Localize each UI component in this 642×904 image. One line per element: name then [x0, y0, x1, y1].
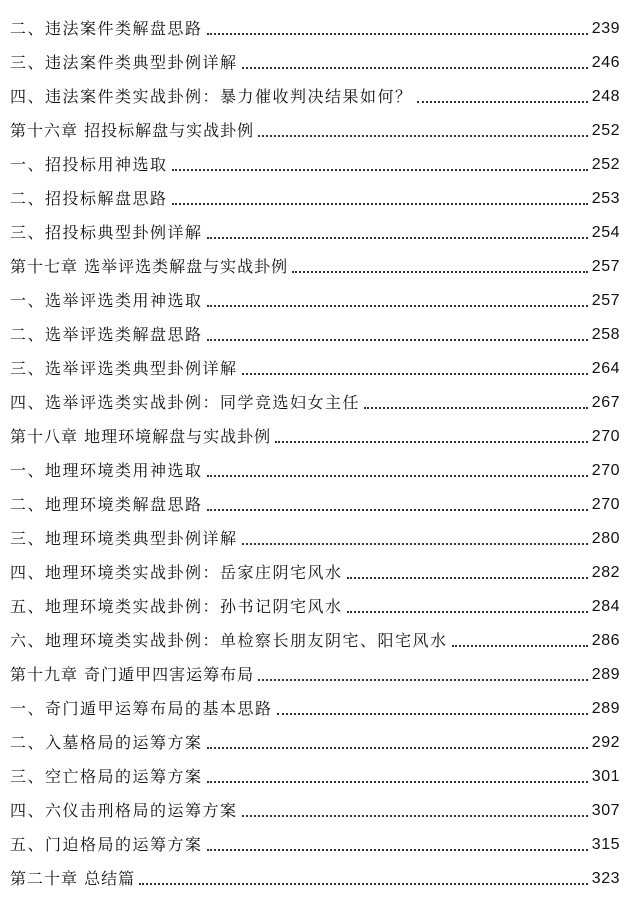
- toc-entry-page: 270: [591, 462, 620, 479]
- toc-entry: [0, 760, 642, 794]
- dot-leader: [139, 883, 588, 885]
- toc-entry-page: 257: [591, 258, 620, 275]
- toc-entry: [0, 692, 642, 726]
- toc-chapter-title: 第二十章 总结篇: [10, 869, 136, 888]
- dot-leader: [207, 509, 588, 511]
- toc-entry-page: 286: [591, 632, 620, 649]
- toc-chapter: [0, 658, 642, 692]
- dot-leader: [292, 271, 588, 273]
- toc-entry-title: 二、选举评选类解盘思路: [10, 325, 203, 344]
- toc-entry-title: 三、违法案件类典型卦例详解: [10, 53, 238, 72]
- toc-entry-page: 280: [591, 530, 620, 547]
- toc-entry: [0, 182, 642, 216]
- toc-entry-page: 258: [591, 326, 620, 343]
- toc-entry: [0, 794, 642, 828]
- toc-chapter-title: 第十六章 招投标解盘与实战卦例: [10, 121, 255, 140]
- toc-entry: [0, 284, 642, 318]
- toc-entry: [0, 556, 642, 590]
- dot-leader: [172, 169, 588, 171]
- toc-entry: [0, 216, 642, 250]
- toc-entry-title: 二、违法案件类解盘思路: [10, 19, 203, 38]
- toc-entry: [0, 624, 642, 658]
- toc-entry-page: 284: [591, 598, 620, 615]
- toc-entry-title: 三、招投标典型卦例详解: [10, 223, 203, 242]
- toc-chapter-title: 第十七章 选举评选类解盘与实战卦例: [10, 257, 289, 276]
- toc-entry-page: 289: [591, 700, 620, 717]
- toc-entry-page: 253: [591, 190, 620, 207]
- toc-entry-page: 264: [591, 360, 620, 377]
- toc-entry: [0, 590, 642, 624]
- toc-entry-page: 270: [591, 428, 620, 445]
- dot-leader: [347, 611, 588, 613]
- toc-chapter: [0, 862, 642, 896]
- toc-entry-page: 246: [591, 54, 620, 71]
- toc-entry-title: 四、地理环境类实战卦例：岳家庄阴宅风水: [10, 563, 343, 582]
- toc-entry: [0, 522, 642, 556]
- toc-entry-page: 315: [591, 836, 620, 853]
- dot-leader: [242, 543, 588, 545]
- dot-leader: [242, 815, 588, 817]
- dot-leader: [242, 373, 588, 375]
- toc-entry-title: 五、地理环境类实战卦例：孙书记阴宅风水: [10, 597, 343, 616]
- toc-entry: [0, 726, 642, 760]
- dot-leader: [172, 203, 588, 205]
- toc-entry-title: 三、选举评选类典型卦例详解: [10, 359, 238, 378]
- toc-entry-title: 一、选举评选类用神选取: [10, 291, 203, 310]
- toc-entry-page: 289: [591, 666, 620, 683]
- toc-entry-title: 一、地理环境类用神选取: [10, 461, 203, 480]
- toc-entry-page: 257: [591, 292, 620, 309]
- dot-leader: [242, 67, 588, 69]
- dot-leader: [275, 441, 588, 443]
- toc-entry-title: 四、六仪击刑格局的运筹方案: [10, 801, 238, 820]
- toc-entry-page: 252: [591, 156, 620, 173]
- toc-entry-page: 307: [591, 802, 620, 819]
- toc-entry: [0, 454, 642, 488]
- toc-entry-title: 四、选举评选类实战卦例：同学竞选妇女主任: [10, 393, 361, 412]
- dot-leader: [258, 679, 588, 681]
- toc-entry-title: 二、地理环境类解盘思路: [10, 495, 203, 514]
- toc-entry: [0, 148, 642, 182]
- toc-entry-title: 五、门迫格局的运筹方案: [10, 835, 203, 854]
- dot-leader: [207, 781, 588, 783]
- dot-leader: [207, 849, 588, 851]
- toc-chapter-title: 第十八章 地理环境解盘与实战卦例: [10, 427, 272, 446]
- dot-leader: [277, 713, 588, 715]
- dot-leader: [364, 407, 588, 409]
- toc-entry-page: 292: [591, 734, 620, 751]
- toc-entry-title: 一、奇门遁甲运筹布局的基本思路: [10, 699, 273, 718]
- toc-entry-page: 282: [591, 564, 620, 581]
- toc-entry: [0, 318, 642, 352]
- toc-entry: [0, 386, 642, 420]
- table-of-contents: [0, 12, 642, 896]
- toc-entry-title: 一、招投标用神选取: [10, 155, 168, 174]
- toc-entry-page: 301: [591, 768, 620, 785]
- toc-chapter: [0, 250, 642, 284]
- dot-leader: [207, 339, 588, 341]
- toc-entry-title: 四、违法案件类实战卦例：暴力催收判决结果如何？: [10, 87, 413, 106]
- toc-chapter: [0, 114, 642, 148]
- toc-entry-page: 270: [591, 496, 620, 513]
- toc-entry-title: 六、地理环境类实战卦例：单检察长朋友阴宅、阳宅风水: [10, 631, 448, 650]
- dot-leader: [207, 747, 588, 749]
- toc-entry-title: 三、地理环境类典型卦例详解: [10, 529, 238, 548]
- dot-leader: [207, 33, 588, 35]
- toc-entry: [0, 352, 642, 386]
- toc-entry: [0, 80, 642, 114]
- toc-entry-page: 323: [591, 870, 620, 887]
- dot-leader: [452, 645, 588, 647]
- dot-leader: [207, 475, 588, 477]
- toc-entry-page: 254: [591, 224, 620, 241]
- dot-leader: [347, 577, 588, 579]
- dot-leader: [207, 237, 588, 239]
- toc-entry: [0, 828, 642, 862]
- toc-entry-page: 267: [591, 394, 620, 411]
- toc-chapter: [0, 420, 642, 454]
- toc-entry-page: 239: [591, 20, 620, 37]
- toc-entry-page: 252: [591, 122, 620, 139]
- toc-entry-title: 二、招投标解盘思路: [10, 189, 168, 208]
- dot-leader: [258, 135, 588, 137]
- toc-entry-title: 二、入墓格局的运筹方案: [10, 733, 203, 752]
- toc-entry: [0, 488, 642, 522]
- toc-entry-page: 248: [591, 88, 620, 105]
- toc-chapter-title: 第十九章 奇门遁甲四害运筹布局: [10, 665, 255, 684]
- dot-leader: [417, 101, 588, 103]
- toc-entry-title: 三、空亡格局的运筹方案: [10, 767, 203, 786]
- dot-leader: [207, 305, 588, 307]
- toc-entry: [0, 46, 642, 80]
- toc-entry: [0, 12, 642, 46]
